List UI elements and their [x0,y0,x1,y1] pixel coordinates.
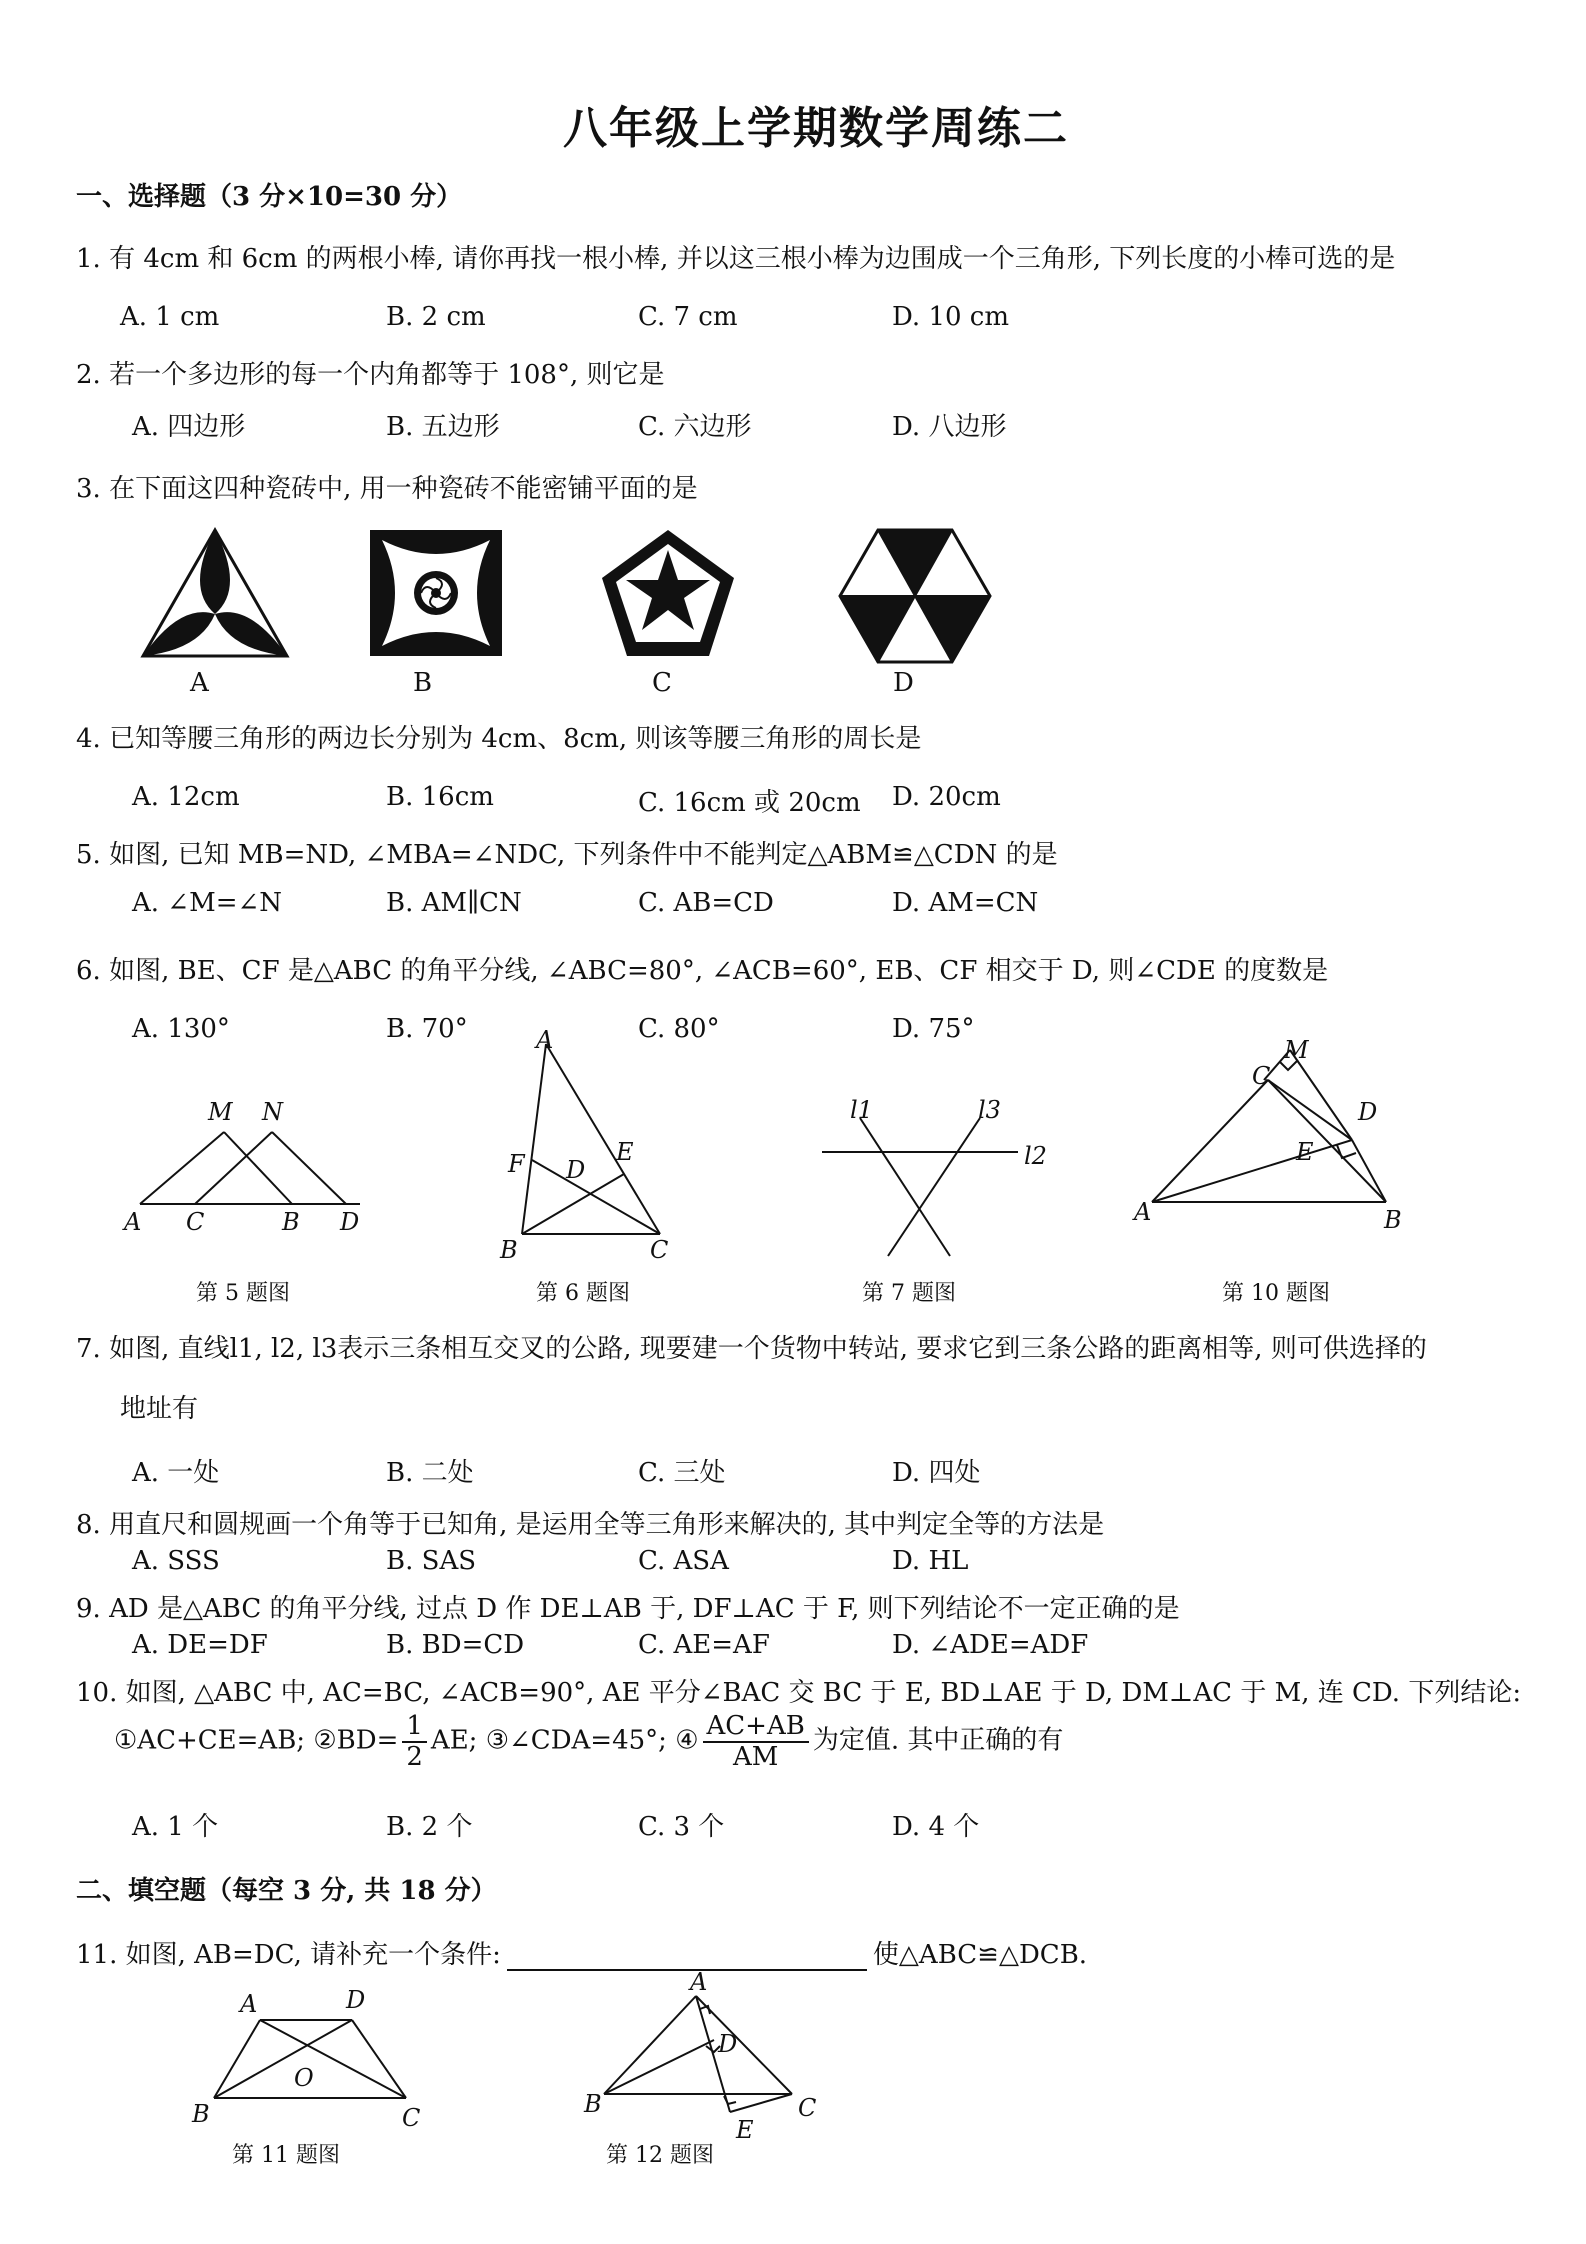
q7-option-a[interactable]: A. 一处 [132,1458,220,1488]
fig5-label-d: D [340,1208,360,1236]
fig10-label-m: M [1284,1036,1309,1064]
q2-option-d[interactable]: D. 八边形 [892,412,1007,442]
q2-option-c[interactable]: C. 六边形 [638,412,752,442]
fig10-label-e: E [1296,1138,1314,1166]
q5-option-d[interactable]: D. AM=CN [892,888,1039,918]
fig10-label-a: A [1134,1198,1152,1226]
question-10-statements [114,1712,1063,1771]
fig10-label-c: C [1252,1062,1271,1090]
fig12-label-a: A [690,1968,708,1996]
question-11 [76,1934,1087,1971]
question-8-text: 8. 用直尺和圆规画一个角等于已知角, 是运用全等三角形来解决的, 其中判定全等的方法是 [76,1510,1105,1540]
q1-option-b[interactable]: B. 2 cm [386,302,486,332]
tile-d-figure[interactable] [838,528,992,664]
q4-option-d[interactable]: D. 20cm [892,782,1001,812]
fig6-label-f: F [508,1150,525,1178]
question-5-text: 5. 如图, 已知 MB=ND, ∠MBA=∠NDC, 下列条件中不能判定△ABM≌△CDN 的是 [76,840,1058,870]
fig7-label-l3: l3 [978,1096,1001,1124]
q9-option-a[interactable]: A. DE=DF [132,1630,268,1660]
fig11-caption: 第 11 题图 [232,2143,340,2168]
question-3-text: 3. 在下面这四种瓷砖中, 用一种瓷砖不能密铺平面的是 [76,474,698,504]
fig11-label-d: D [346,1986,366,2014]
section-heading-fill: 二、填空题（每空 3 分, 共 18 分） [76,1876,497,1906]
fig6-label-a: A [536,1026,554,1054]
figure-11 [200,2000,430,2110]
q5-option-c[interactable]: C. AB=CD [638,888,774,918]
tile-c-label: C [652,668,672,698]
fig7-label-l1: l1 [850,1096,873,1124]
q11-answer-blank[interactable] [507,1945,867,1971]
q8-option-c[interactable]: C. ASA [638,1546,729,1576]
fig10-label-d: D [1358,1098,1378,1126]
tile-b-label: B [413,668,433,698]
fig12-label-d: D [718,2030,738,2058]
question-7-text: 7. 如图, 直线l1, l2, l3表示三条相互交叉的公路, 现要建一个货物中转站, 要求它到三条公路的距离相等, 则可供选择的 [76,1334,1427,1364]
page-title: 八年级上学期数学周练二 [563,103,1069,154]
q4-option-b[interactable]: B. 16cm [386,782,494,812]
q6-option-d[interactable]: D. 75° [892,1014,975,1044]
fig5-label-m: M [208,1098,233,1126]
q10-option-a[interactable]: A. 1 个 [132,1812,219,1842]
tile-a-label: A [190,668,209,698]
fig5-caption: 第 5 题图 [196,1281,290,1306]
q7-option-b[interactable]: B. 二处 [386,1458,474,1488]
fig5-label-c: C [186,1208,205,1236]
figure-6 [500,1030,690,1250]
section-heading-choice: 一、选择题（3 分×10=30 分） [76,182,463,212]
q4-option-a[interactable]: A. 12cm [132,782,240,812]
figure-7 [820,1100,1020,1260]
q9-option-d[interactable]: D. ∠ADE=ADF [892,1630,1089,1660]
fig6-label-c: C [650,1236,669,1264]
fig12-label-b: B [584,2090,602,2118]
q10-option-c[interactable]: C. 3 个 [638,1812,725,1842]
q1-option-d[interactable]: D. 10 cm [892,302,1010,332]
fig11-label-a: A [240,1990,258,2018]
tile-b-figure[interactable] [368,528,504,658]
q4-option-c[interactable]: C. 16cm 或 20cm [638,788,861,818]
q10-option-d[interactable]: D. 4 个 [892,1812,980,1842]
q11-text-a: 11. 如图, AB=DC, 请补充一个条件: [76,1940,501,1970]
figure-10 [1140,1030,1400,1230]
question-7-text-cont: 地址有 [120,1394,199,1424]
q8-option-d[interactable]: D. HL [892,1546,969,1576]
q6-option-b[interactable]: B. 70° [386,1014,468,1044]
q10-frac2-den: AM [732,1741,779,1772]
fig11-label-b: B [192,2100,210,2128]
q10-frac2-num: AC+AB [703,1712,809,1743]
tile-c-figure[interactable] [600,528,736,658]
q7-option-c[interactable]: C. 三处 [638,1458,726,1488]
q10-fraction-1 [402,1712,427,1771]
fig7-label-l2: l2 [1024,1142,1047,1170]
question-2-text: 2. 若一个多边形的每一个内角都等于 108°, 则它是 [76,360,665,390]
figure-12 [596,1990,806,2120]
q10-part-a: ①AC+CE=AB; ②BD= [114,1725,399,1756]
q6-option-c[interactable]: C. 80° [638,1014,720,1044]
q6-option-a[interactable]: A. 130° [132,1014,230,1044]
tile-a-figure[interactable] [140,528,290,658]
fig5-label-n: N [262,1098,283,1126]
fig12-label-c: C [798,2094,817,2122]
fig6-caption: 第 6 题图 [536,1281,630,1306]
q9-option-c[interactable]: C. AE=AF [638,1630,770,1660]
fig6-label-b: B [500,1236,518,1264]
q10-frac1-den: 2 [406,1741,423,1772]
fig6-label-e: E [616,1138,634,1166]
fig11-label-c: C [402,2104,421,2132]
fig10-caption: 第 10 题图 [1222,1281,1330,1306]
q7-option-d[interactable]: D. 四处 [892,1458,981,1488]
q5-option-a[interactable]: A. ∠M=∠N [132,888,283,918]
fig10-label-b: B [1384,1206,1402,1234]
fig7-caption: 第 7 题图 [862,1281,956,1306]
question-1-text: 1. 有 4cm 和 6cm 的两根小棒, 请你再找一根小棒, 并以这三根小棒为边围成一个三角形, 下列长度的小棒可选的是 [76,244,1396,274]
q8-option-b[interactable]: B. SAS [386,1546,477,1576]
question-9-text: 9. AD 是△ABC 的角平分线, 过点 D 作 DE⊥AB 于, DF⊥AC 于 F, 则下列结论不一定正确的是 [76,1594,1180,1624]
tile-d-label: D [893,668,914,698]
q5-option-b[interactable]: B. AM∥CN [386,888,522,918]
q2-option-a[interactable]: A. 四边形 [132,412,246,442]
q9-option-b[interactable]: B. BD=CD [386,1630,525,1660]
q10-frac1-num: 1 [402,1712,427,1743]
q10-option-b[interactable]: B. 2 个 [386,1812,473,1842]
fig6-label-d: D [566,1156,586,1184]
fig12-label-e: E [736,2116,754,2144]
fig5-label-a: A [124,1208,142,1236]
q8-option-a[interactable]: A. SSS [132,1546,220,1576]
fig11-label-o: O [294,2064,314,2092]
question-4-text: 4. 已知等腰三角形的两边长分别为 4cm、8cm, 则该等腰三角形的周长是 [76,724,922,754]
q10-part-c: 为定值. 其中正确的有 [812,1725,1064,1756]
fig5-label-b: B [282,1208,300,1236]
question-10-text: 10. 如图, △ABC 中, AC=BC, ∠ACB=90°, AE 平分∠BAC 交 BC 于 E, BD⊥AE 于 D, DM⊥AC 于 M, 连 CD. 下列结论: [76,1678,1522,1708]
q10-part-b: AE; ③∠CDA=45°; ④ [430,1725,699,1756]
q10-fraction-2 [703,1712,809,1771]
q1-option-a[interactable]: A. 1 cm [120,302,220,332]
fig12-caption: 第 12 题图 [606,2143,714,2168]
q2-option-b[interactable]: B. 五边形 [386,412,500,442]
q1-option-c[interactable]: C. 7 cm [638,302,738,332]
question-6-text: 6. 如图, BE、CF 是△ABC 的角平分线, ∠ABC=80°, ∠ACB=60°, EB、CF 相交于 D, 则∠CDE 的度数是 [76,956,1329,986]
q11-text-b: 使△ABC≌△DCB. [872,1940,1088,1970]
